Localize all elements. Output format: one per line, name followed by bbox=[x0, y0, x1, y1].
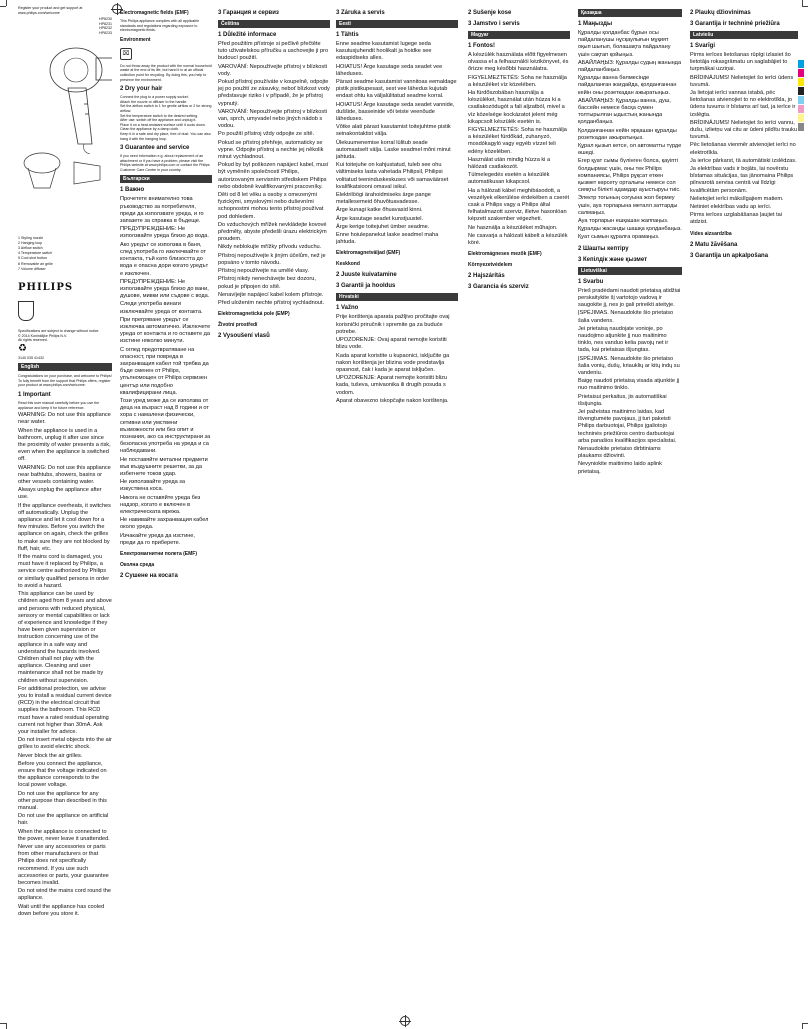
warning-item: Следи употреба винаги изключвайте уреда от контакта. bbox=[120, 301, 203, 315]
step-item: Clean the appliance by a damp cloth. bbox=[120, 127, 180, 132]
document-code: 3140 035 41432 bbox=[18, 355, 44, 360]
dry-steps bbox=[120, 95, 212, 141]
warning-item: Před použitím přístroje si pečlivě přečtěte tuto uživatelskou příručku a uschovejte ji pro budoucí použití. bbox=[218, 41, 329, 62]
warning-item: Pokud se přístroj přehřeje, automaticky se vypne. Odpojte přístroj a nechte jej několik minut vychladnout. bbox=[218, 139, 324, 161]
model-number: HP8233 bbox=[99, 30, 112, 35]
step-item: Place it on a heat-resistant surface until it cools down. bbox=[120, 122, 206, 127]
heading-environment: Životní prostředí bbox=[218, 322, 258, 329]
column-bulgarian-czech bbox=[218, 6, 330, 1023]
warning-item: Pärast seadme kasutamist vannitoas eemaldage pistik pistikupesast, sest vee lähedus kujutab endast ohtu ka väljalülitatud seadme korral. bbox=[336, 79, 457, 100]
heading-environment: Környezetvédelem bbox=[468, 262, 513, 269]
heading-important: 1 Važno bbox=[336, 305, 359, 312]
warning-item: Do not wind the mains cord round the appliance. bbox=[18, 888, 111, 902]
section-kazakh: Қазақша bbox=[578, 9, 682, 17]
safety-warnings bbox=[468, 52, 570, 247]
warning-item: WARNING: Do not use this appliance near bathtubs, showers, basins or other vessels containing water. bbox=[18, 464, 111, 486]
warning-item: When the appliance is connected to the power, never leave it unattended. bbox=[18, 828, 110, 842]
parts-item: 7 Volume diffuser bbox=[18, 266, 46, 271]
parts-list bbox=[18, 236, 112, 272]
warning-item: Děti od 8 let věku a osoby s omezenými fyzickými, smyslovými nebo duševními schopnostmi mohou tento přístroj používat pod dohledem. bbox=[218, 192, 324, 220]
wheelie-bin-icon: ⌧ bbox=[120, 48, 132, 60]
warning-item: Po použití přístroj vždy odpojte ze sítě. bbox=[218, 131, 315, 138]
warning-item: Nenaudokite prietaiso dirbtiniams plaukams džiovinti. bbox=[578, 445, 661, 460]
column-kazakh-lithuanian bbox=[578, 6, 682, 1023]
philips-shield-icon bbox=[18, 301, 34, 321]
warning-item: Enne hoiulepanekut laske seadmel maha jahtuda. bbox=[336, 232, 439, 246]
column-english bbox=[18, 6, 112, 1023]
warning-item: Ärge kunagi katke õhuavasid kinni. bbox=[336, 207, 423, 214]
warning-item: Егер қуат сымы бүлінген болса, қауіпті болдырмас үшін, оны тек Philips компаниясы, Philips рұқсат еткен қызмет көрсету орталығы немесе сол сияқты білікті адамдар ауыстыруы тиіс. bbox=[578, 158, 681, 194]
heading-dry-hair: 2 Matu žāvēšana bbox=[690, 241, 738, 248]
warning-item: Prije korištenja aparata pažljivo pročitajte ovaj korisnički priručnik i spremite ga za buduće potrebe. bbox=[336, 314, 450, 335]
parts-item: 5 Cool shot button bbox=[18, 256, 48, 261]
parts-item: 1 Styling nozzle bbox=[18, 235, 44, 240]
heading-emf: Elektromagnetická pole (EMP) bbox=[218, 311, 290, 318]
warning-item: Jei prietaisą naudojate vonioje, po naudojimo atjunkite jį nuo maitinimo tinklo, nes vanduo kelia pavojų net ir tada, kai prietaisas išjungtas. bbox=[578, 325, 669, 354]
warning-item: С оглед предотвратяване на опасност, при повреда в захранващия кабел той трябва да бъде сменен от Philips, упълномощен от Philips сервизен център или подобно квалифицирани лица. bbox=[120, 346, 209, 396]
heading-guarantee: 3 Garancia és szerviz bbox=[468, 284, 529, 291]
warning-item: Túlmelegedés esetén a készülék automatikusan kikapcsol. bbox=[468, 172, 550, 186]
safety-warnings bbox=[18, 412, 112, 918]
heading-important: 1 Svarbu bbox=[578, 278, 604, 285]
warning-item: Do not use the appliance on artificial hair. bbox=[18, 813, 109, 827]
intro-text: Congratulations on your purchase, and welcome to Philips! To fully benefit from the support that Philips offers, register your product at www.philips.com/welcome. bbox=[18, 374, 112, 388]
heading-guarantee: 3 Кепілдік және қызмет bbox=[578, 256, 648, 263]
warning-item: Құралды қолданбас бұрын осы пайдаланушы нұсқаулығын мұқият оқып шығып, болашақта пайдалану үшін сақтап қойыңыз. bbox=[578, 30, 671, 58]
heading-dry-hair: 2 Juuste kuivatamine bbox=[336, 272, 397, 279]
section-english: English bbox=[18, 363, 112, 371]
recycle-icon: ♻ bbox=[18, 343, 27, 355]
warning-item: Ha a hálózati kábel meghibásodott, a veszélyek elkerülése érdekében a cserét csak a Philips vagy a Philips által felhatalmazott szerviz, illetve hasonlóan képzett szakember végezheti. bbox=[468, 187, 570, 223]
section-hungarian: Magyar bbox=[468, 31, 570, 39]
philips-logo: PHILIPS bbox=[18, 282, 74, 294]
step-item: Connect the plug to a power supply socket. bbox=[120, 95, 189, 100]
warning-item: Kada aparat koristite u kupaonici, isključite ga nakon korištenja jer blizina vode predstavlja opasnost, čak i kada je aparat isključen. bbox=[336, 352, 450, 373]
environment-text: Do not throw away the product with the normal household waste at the end of its life, but hand it in at an official collection point for recycling. By doing this, you help to preserve the environment. bbox=[120, 63, 212, 82]
safety-warnings bbox=[578, 288, 682, 476]
footer-spec: Specifications are subject to change without notice bbox=[18, 329, 99, 334]
step-item: After use: switch off the appliance and unplug it. bbox=[120, 118, 197, 123]
warning-item: ПРЕДУПРЕЖДЕНИЕ: Не използвайте уреда близо до вода. bbox=[120, 226, 209, 240]
warning-item: ПРЕДУПРЕЖДЕНИЕ: Не използвайте уреда близо до вани, душове, мивки или съдове с вода. bbox=[120, 278, 210, 300]
warning-item: Қуат сымын құралға орамаңыз. bbox=[578, 234, 660, 241]
heading-important: 1 Важно bbox=[120, 187, 145, 194]
step-item: Keep it in a safe and dry place, free of dust. You can also hang it with the hanging loop. bbox=[120, 131, 211, 141]
safety-warnings bbox=[690, 52, 798, 227]
heading-important: 1 Svarīgi bbox=[690, 43, 716, 49]
warning-item: Pēc lietošanas vienmēr atvienojiet ierīci no elektrotīkla. bbox=[690, 142, 796, 156]
hair-dryer-drawing bbox=[48, 44, 112, 154]
warning-item: VAROVÁNÍ: Nepoužívejte přístroj v blízkosti van, sprch, umyvadel nebo jiných nádob s vodou. bbox=[218, 108, 328, 130]
warning-item: HOIATUS! Ärge kasutage seda seadet vee läheduses. bbox=[336, 63, 443, 77]
warning-item: При прегряване уредът се изключва автоматично. Изключете уреда от контакта и го оставете да изстине няколко минути. bbox=[120, 316, 211, 345]
warning-item: Prieš pradėdami naudoti prietaisą atidžiai perskaitykite šį vartotojo vadovą ir saugokite jį, nes jo gali prireikti ateityje. bbox=[578, 287, 681, 309]
warning-item: Не използвайте уреда за изкуствена коса. bbox=[120, 479, 185, 493]
warning-item: Ако уредът се използва в баня, след употреба го изключвайте от контакта, тъй като близостта до вода е опасна дори когато уредът е изключен. bbox=[120, 241, 209, 277]
warning-item: Přístroj nepoužívejte k jiným účelům, než je popsáno v tomto návodu. bbox=[218, 252, 326, 266]
safety-warnings bbox=[218, 41, 330, 307]
warning-item: Никога не оставяйте уреда без надзор, когато е включен в електрическата мрежа. bbox=[120, 494, 201, 515]
safety-warnings bbox=[336, 314, 458, 404]
warning-item: HOIATUS! Ärge kasutage seda seadet vannide, duššide, basseinide või teiste veenõude läheduses. bbox=[336, 101, 455, 123]
section-bulgarian: Български bbox=[120, 175, 212, 183]
warning-item: Prietaisui perkaitus, jis automatiškai išsijungia. bbox=[578, 393, 667, 407]
heading-environment: Vides aizsardzība bbox=[690, 230, 732, 237]
parts-item: 6 Removable air grille bbox=[18, 261, 53, 266]
warning-item: A készülék használata előtt figyelmesen olvassa el a felhasználói kézikönyvet, és őrizze meg későbbi használatra. bbox=[468, 52, 569, 73]
heading-dry-hair: 2 Dry your hair bbox=[120, 86, 163, 93]
warning-item: FIGYELMEZTETÉS: Soha ne használja a készüléket fürdőkád, zuhanyzó, mosdókagyló vagy egyéb vízzel teli edény közelében. bbox=[468, 127, 567, 155]
warning-item: Kui toitejuhe on kahjustatud, tuleb see ohu vältimiseks lasta vahetada Philipsil, Philipsi volitatud teeninduskeskuses või samaväärset kvalifikatsiooni omaval isikul. bbox=[336, 162, 449, 190]
warning-item: Прочетете внимателно това ръководство за потребителя, преди да използвате уреда, и го запазете за справка в бъдеще. bbox=[120, 196, 204, 225]
warning-item: Ауа торларын ешқашан жаппаңыз. bbox=[578, 218, 669, 225]
heading-emf: Elektromágneses mezők (EMF) bbox=[468, 251, 542, 258]
warning-item: Құралды ванна бөлмесінде пайдаланған жағдайда, қолданғаннан кейін оны розеткадан ажыратыңыз. bbox=[578, 75, 677, 96]
warning-item: Elektrilöögi ärahoidmiseks ärge pange metallesemeid õhuvõtuavadesse. bbox=[336, 192, 431, 206]
column-croatian-hungarian bbox=[468, 6, 570, 1023]
heading-dry-hair: 2 Plaukų džiovinimas bbox=[690, 10, 751, 16]
nozzle-drawing bbox=[70, 158, 104, 188]
warning-item: WARNING: Do not use this appliance near water. bbox=[18, 412, 111, 426]
heading-dry-hair: 2 Сушене на косата bbox=[120, 573, 178, 580]
parts-item: 4 Temperature switch bbox=[18, 251, 53, 256]
warning-item: For additional protection, we advise you to install a residual current device (RCD) in the electrical circuit that supplies the bathroom. This RCD must have a rated residual operating current not higher than 30mA. Ask your installer for advice. bbox=[18, 685, 112, 735]
warning-item: Do not use the appliance for any other purpose than described in this manual. bbox=[18, 790, 107, 811]
warning-item: Baigę naudoti prietaisą visada atjunkite jį nuo maitinimo tinklo. bbox=[578, 378, 680, 392]
heading-guarantee: 3 Garantija un apkalpošana bbox=[690, 252, 769, 259]
section-estonian: Eesti bbox=[336, 20, 458, 28]
warning-item: UPOZORENJE: Ovaj aparat nemojte koristiti blizu vode. bbox=[336, 337, 447, 351]
warning-item: Enne seadme kasutamist lugege seda kasutusjuhendit hoolikalt ja hoidke see edaspidiseks alles. bbox=[336, 41, 432, 62]
warning-item: Before you connect the appliance, ensure that the voltage indicated on the appliance corresponds to the local power voltage. bbox=[18, 760, 107, 789]
warning-item: Не навивайте захранващия кабел около уреда. bbox=[120, 517, 209, 531]
model-number: HP8230 bbox=[99, 17, 112, 22]
section-czech: Čeština bbox=[218, 20, 330, 28]
warning-item: If the mains cord is damaged, you must have it replaced by Philips, a service centre authorized by Philips or similarly qualified persons in order to avoid a hazard. bbox=[18, 554, 110, 589]
heading-important: 1 Fontos! bbox=[468, 43, 495, 49]
service-text: If you need information e.g. about replacement of an attachment or if you have a problem, please visit the Philips website at www.philips.com or contact the Philips Customer Care Centre in your country. bbox=[120, 154, 210, 172]
warning-item: Ärge kerige toitejuhet ümber seadme. bbox=[336, 223, 430, 230]
warning-item: АБАЙЛАҢЫЗ: Құралды ванна, душ, бассейн немесе басқа сумен толтырылған ыдыстың жанында қолданбаңыз. bbox=[578, 97, 671, 126]
warning-item: Aparat obavezno iskopčajte nakon korištenja. bbox=[336, 397, 449, 404]
warning-item: Never block the air grilles. bbox=[18, 752, 83, 759]
warning-item: Jei pažeistas maitinimo laidas, kad išvengtumėte pavojaus, jį turi pakeisti Philips darbuotojai, Philips įgaliotojo techninės priežiūros centro darbuotojai arba panašios kvalifikacijos specialistai. bbox=[578, 408, 677, 444]
warning-item: Pokud přístroj používáte v koupelně, odpojte jej po použití ze zásuvky, neboť blízkost vody představuje riziko i v případě, že je přístroj vypnutý. bbox=[218, 79, 330, 107]
heading-important: 1 Tähtis bbox=[336, 32, 359, 38]
warning-item: Ja lietojat ierīci vannas istabā, pēc lietošanas atvienojiet to no elektrotīkla, jo ūdens tuvums ir bīstams arī tad, ja ierīce ir izslēgta. bbox=[690, 90, 796, 118]
section-croatian: Hrvatski bbox=[336, 293, 458, 301]
emf-text: This Philips appliance complies with all applicable standards and regulations regarding exposure to electromagnetic fields. bbox=[120, 19, 200, 33]
heading-guarantee: 3 Záruka a servis bbox=[336, 10, 385, 16]
heading-dry-hair: 2 Hajszárítás bbox=[468, 273, 505, 280]
heading-important: 1 Důležité informace bbox=[218, 32, 277, 38]
heading-environment: Environment bbox=[120, 36, 151, 43]
heading-emf: Elektromagnetväljad (EMF) bbox=[336, 250, 401, 257]
warning-item: This appliance can be used by children aged from 8 years and above and persons with reduced physical, sensory or mental capabilities or lack of experience and knowledge if they have been given supervision or instruction concerning use of the appliance in a safe way and understand the hazards involved. Children shall not play with the appliance. Cleaning and user maintenance shall not be made by children without supervision. bbox=[18, 591, 112, 684]
warning-item: ĮSPĖJIMAS. Nenaudokite šio prietaiso šalia vonių, dušų, kriauklių ar kitų indų su vandeniu. bbox=[578, 355, 680, 376]
crop-mark-top-left bbox=[0, 0, 14, 14]
model-number: HP8232 bbox=[99, 26, 112, 31]
warning-item: Изчакайте уреда да изстине, преди да го приберете. bbox=[120, 532, 195, 546]
step-item: Attach the nozzle or diffuser to the handle. bbox=[120, 99, 188, 104]
warning-item: Ha fürdőszobában használja a készüléket, használat után húzza ki a csatlakozódugót a fali aljzatból, mivel a víz közelsége kockázatot jelent még kikapcsolt készülék esetén is. bbox=[468, 90, 565, 125]
footer-copyright: © 2014 Koninklijke Philips N.V. bbox=[18, 333, 68, 338]
warning-item: Netiniet elektrības vadu ap ierīci. bbox=[690, 204, 772, 211]
warning-item: FIGYELMEZTETÉS: Soha ne használja a készüléket víz közelében. bbox=[468, 74, 567, 88]
step-item: Set the airflow switch to 1 for gentle airflow or 2 for strong airflow. bbox=[120, 104, 212, 113]
heading-guarantee: 3 Jamstvo i servis bbox=[468, 21, 520, 27]
column-english-bulgarian bbox=[120, 6, 212, 1023]
warning-item: Ülekuumenemise korral lülitub seade automaatselt välja. Laske seadmel mõni minut jahtuda. bbox=[336, 139, 451, 161]
warning-item: Ja ierīce pārkarst, tā automātiski izslēdzas. bbox=[690, 157, 797, 164]
warning-item: Do vzduchových mřížek nevkládejte kovové předměty, abyste předešli úrazu elektrickým proudem. bbox=[218, 221, 327, 243]
warning-item: Ärge kasutage seadet kunstjuustel. bbox=[336, 215, 424, 222]
warning-item: Võtke alati pärast kasutamist toitejuhtme pistik seinakontaktist välja. bbox=[336, 124, 451, 138]
warning-item: Přístroj nepoužívejte na umělé vlasy. bbox=[218, 268, 309, 275]
warning-item: АБАЙЛАҢЫЗ: Құралды судың жанында пайдаланбаңыз. bbox=[578, 59, 682, 74]
warning-item: Nikdy neblokujte mřížky přívodu vzduchu. bbox=[218, 244, 322, 251]
warning-item: Do not insert metal objects into the air grilles to avoid electric shock. bbox=[18, 737, 112, 751]
warning-item: Pirms ierīces lietošanas rūpīgi izlasiet šo lietotāja rokasgrāmatu un saglabājiet to turpmākai uzziņai. bbox=[690, 52, 791, 73]
heading-important: 1 Important bbox=[18, 392, 51, 399]
heading-important: 1 Маңызды bbox=[578, 21, 613, 27]
heading-environment: Keskkond bbox=[336, 261, 360, 268]
warning-item: Ne használja a készüléket műhajon. bbox=[468, 224, 558, 231]
step-item: Set the temperature switch to the desired setting. bbox=[120, 113, 199, 118]
safety-warnings bbox=[120, 196, 212, 547]
warning-item: ĮSPĖJIMAS. Nenaudokite šio prietaiso šalia vandens. bbox=[578, 310, 674, 324]
warning-item: If the appliance overheats, it switches off automatically. Unplug the appliance and let it cool down for a few minutes. Before you switch the appliance on again, check the grilles to make sure they are not blocked by fluff, hair, etc. bbox=[18, 502, 111, 552]
warning-item: Használat után mindig húzza ki a hálózati csatlakozót. bbox=[468, 156, 551, 171]
heading-guarantee: 3 Guarantee and service bbox=[120, 145, 190, 152]
column-czech-estonian-croatian bbox=[336, 6, 458, 1023]
section-lithuanian: Lietuviškai bbox=[578, 267, 682, 275]
warning-item: Този уред може да се използва от деца на възраст над 8 години и от хора с намалени физически, сетивни или умствени възможности или без опит и познания, ако са инструктирани за безопасна употреба на уреда и са наблюдавани. bbox=[120, 397, 211, 455]
warning-item: UPOZORENJE: Aparat nemojte koristiti blizu kada, tuševa, umivaonika ili drugih posuda s vodom. bbox=[336, 375, 447, 396]
model-list bbox=[18, 17, 112, 35]
safety-warnings bbox=[336, 41, 458, 246]
warning-item: Wait until the appliance has cooled down before you store it. bbox=[18, 903, 105, 917]
heading-guarantee: 3 Garantija ir techninė priežiūra bbox=[690, 21, 780, 27]
read-manual-text: Read this user manual carefully before you use the appliance and keep it for future reference. bbox=[18, 401, 100, 410]
heading-dry-hair: 2 Sušenje kose bbox=[468, 10, 512, 16]
diffuser-drawing bbox=[22, 148, 62, 198]
warning-item: Nevyniokite maitinimo laido aplink prietaisą. bbox=[578, 461, 662, 475]
safety-warnings bbox=[578, 30, 682, 242]
heading-dry-hair: 2 Шашты кептіру bbox=[578, 245, 629, 252]
warning-item: BRĪDINĀJUMS! Nelietojiet šo ierīci vannu, dušu, izlietņu vai citu ar ūdeni pildītu trauku tuvumā. bbox=[690, 119, 797, 141]
warning-item: Не поставяйте метални предмети във въздушните решетки, за да избегнете токов удар. bbox=[120, 456, 208, 477]
warning-item: VAROVÁNÍ: Nepoužívejte přístroj v blízkosti vody. bbox=[218, 63, 328, 77]
heading-environment: Околна среда bbox=[120, 562, 155, 569]
column-lithuanian-latvian bbox=[690, 6, 798, 1023]
register-url[interactable]: www.philips.com/welcome bbox=[18, 10, 60, 15]
crop-mark-bottom-left bbox=[0, 1015, 14, 1029]
footer-rights: All rights reserved. bbox=[18, 338, 48, 343]
warning-item: When the appliance is used in a bathroom, unplug it after use since the proximity of water presents a risk, even when the appliance is switched off. bbox=[18, 427, 111, 463]
warning-item: Pokud by byl poškozen napájecí kabel, musí být vyměněn společností Philips, autorizovaným servisním střediskem Philips nebo obdobně kvalifikovanými pracovníky. bbox=[218, 162, 329, 190]
warning-item: Nenavíjejte napájecí kabel kolem přístroje. bbox=[218, 291, 324, 298]
warning-item: Never use any accessories or parts from other manufacturers or that Philips does not specifically recommend. If you use such accessories or parts, your guarantee becomes invalid. bbox=[18, 844, 109, 887]
warning-item: Nelietojiet ierīci mākslīgajiem matiem. bbox=[690, 195, 784, 202]
heading-guarantee: 3 Гаранция и сервиз bbox=[218, 10, 279, 16]
model-number: HP8231 bbox=[99, 21, 112, 26]
warning-item: Pirms ierīces uzglabāšanas ļaujiet tai atdzist. bbox=[690, 212, 783, 226]
warning-item: Před uložením nechte přístroj vychladnout. bbox=[218, 299, 325, 306]
heading-emf: Electromagnetic fields (EMF) bbox=[120, 10, 189, 16]
heading-dry-hair: 2 Vysoušení vlasů bbox=[218, 333, 270, 340]
warning-item: Ja elektrības vads ir bojāts, lai novērstu bīstamas situācijas, tas jānomaina Philips pilnvarotā servisa centrā vai līdzīgi kvalificētām personām. bbox=[690, 166, 794, 194]
warning-item: Always unplug the appliance after use. bbox=[18, 487, 102, 501]
heading-emf: Електромагнитни полета (EMF) bbox=[120, 551, 198, 558]
warning-item: Құралды жасанды шашқа қолданбаңыз. bbox=[578, 226, 682, 233]
color-calibration-bar bbox=[798, 60, 804, 132]
warning-item: BRĪDINĀJUMS! Nelietojiet šo ierīci ūdens tuvumā. bbox=[690, 74, 794, 88]
warning-item: Қолданғаннан кейін әрқашан құралды розеткадан ажыратыңыз. bbox=[578, 127, 677, 141]
warning-item: Электр тогының соғуына жол бермеу үшін, ауа торларына металл заттарды салмаңыз. bbox=[578, 195, 678, 216]
parts-item: 2 Hanging loop bbox=[18, 240, 43, 245]
warning-item: Ne csavarja a hálózati kábelt a készülék köré. bbox=[468, 232, 568, 247]
parts-item: 3 Airflow switch bbox=[18, 245, 43, 250]
section-latvian: Latviešu bbox=[690, 31, 798, 39]
register-text: Register your product and get support at bbox=[18, 6, 83, 10]
warning-item: Құрал қызып кетсе, ол автоматты түрде өшеді. bbox=[578, 143, 682, 157]
heading-guarantee: 3 Garantii ja hooldus bbox=[336, 283, 396, 290]
product-illustration bbox=[18, 40, 112, 230]
warning-item: Přístroj nikdy nenechávejte bez dozoru, pokud je připojen do sítě. bbox=[218, 276, 316, 290]
